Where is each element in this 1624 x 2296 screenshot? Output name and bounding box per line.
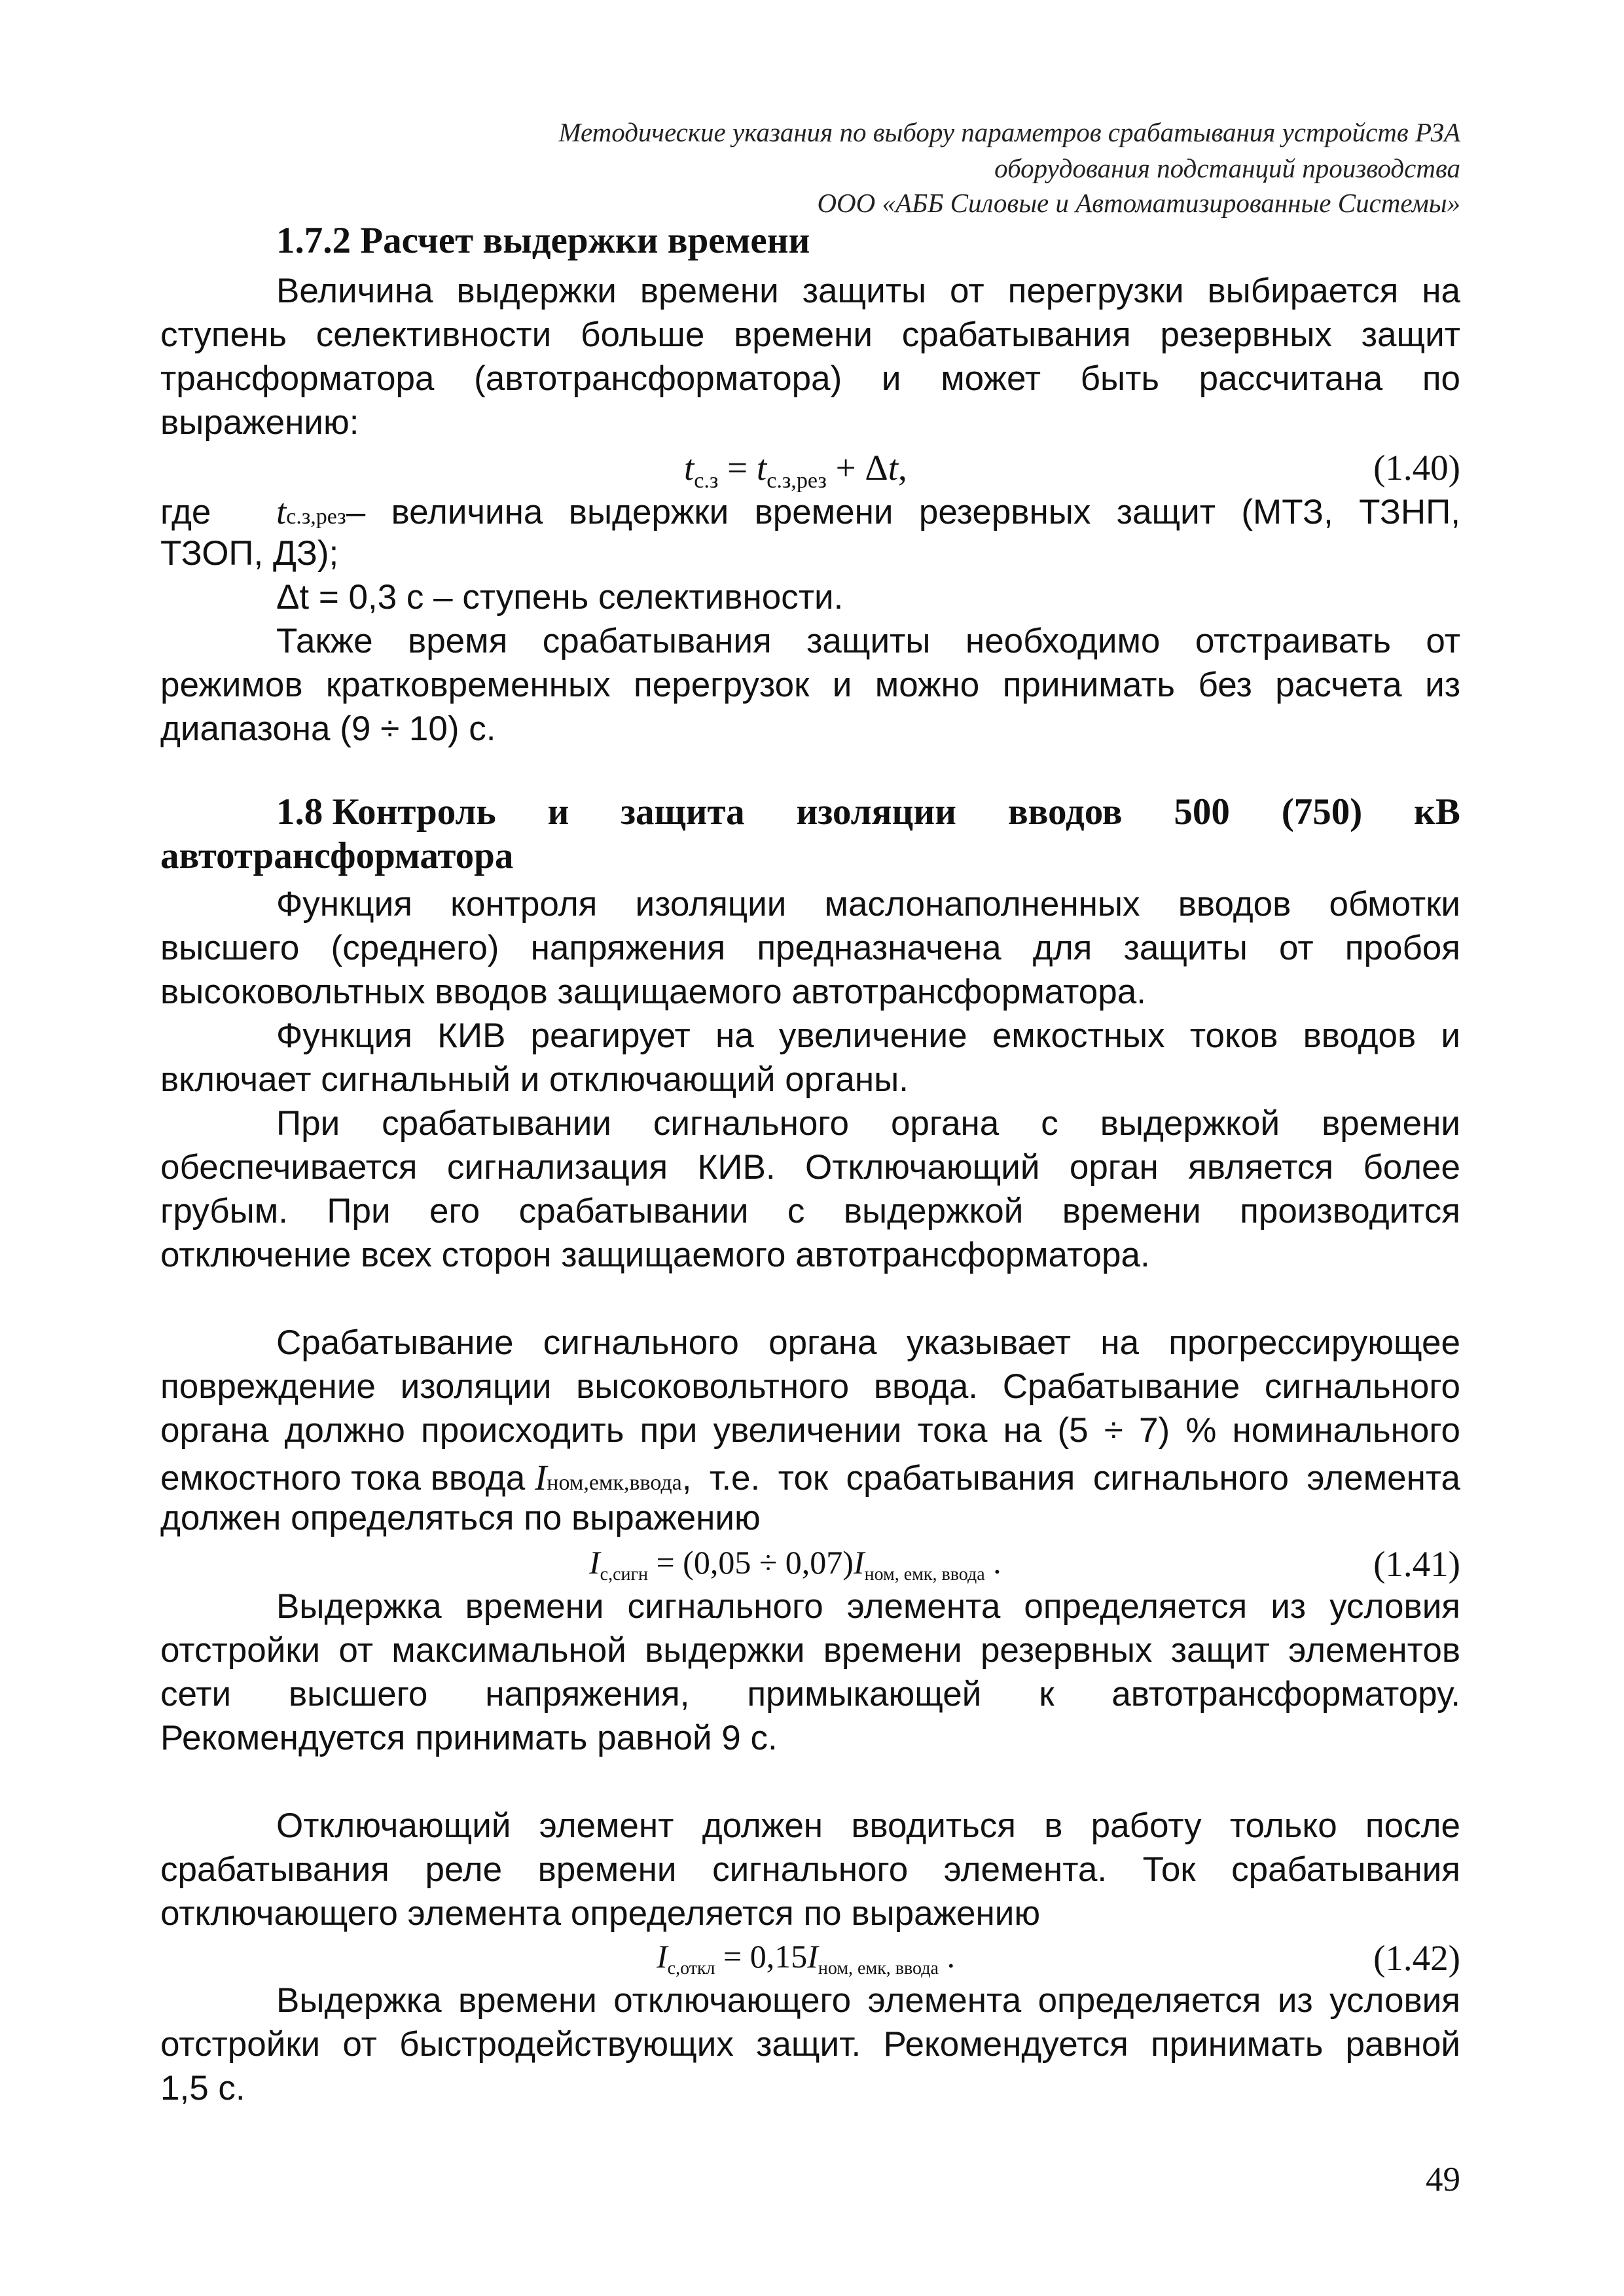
- running-header-line-1: Методические указания по выбору параметров срабатывания устройств РЗА: [558, 117, 1460, 147]
- heading-word: защита: [621, 791, 745, 833]
- formula-subscript: с,откл: [667, 1958, 715, 1979]
- paragraph-line: При срабатывании сигнального органа с выдержкой времени: [276, 1104, 1460, 1143]
- formula-subscript: с,сигн: [600, 1564, 648, 1585]
- text-run: , т.е. ток срабатывания сигнального элемента: [681, 1459, 1460, 1498]
- current-subscript: ном,емк,ввода: [547, 1471, 682, 1495]
- where-symbol: t: [276, 492, 287, 531]
- paragraph-line: отключающего элемента определяется по выражению: [160, 1894, 1041, 1933]
- paragraph-line: срабатывания реле времени сигнального элемента. Ток срабатывания: [160, 1850, 1460, 1889]
- paragraph-line: отключение всех сторон защищаемого автотрансформатора.: [160, 1236, 1150, 1274]
- paragraph-line: Функция контроля изоляции маслонаполненных вводов обмотки: [276, 885, 1460, 924]
- paragraph-line: режимов кратковременных перегрузок и можно принимать без расчета из: [160, 666, 1460, 704]
- current-symbol: I: [534, 1458, 547, 1498]
- paragraph-line: сети высшего напряжения, примыкающей к автотрансформатору.: [160, 1675, 1460, 1713]
- where-definition: [276, 491, 1460, 532]
- heading-word: кВ: [1414, 791, 1460, 833]
- paragraph-line: выражению:: [160, 403, 359, 442]
- section-heading-1-8-cont: автотрансформатора: [160, 835, 514, 876]
- formula-symbol: I: [853, 1544, 865, 1581]
- paragraph-line: ТЗОП, ДЗ);: [160, 534, 339, 573]
- where-label: где: [160, 493, 211, 531]
- text-run: емкостного тока ввода: [160, 1459, 535, 1498]
- formula-1-40: [684, 447, 907, 493]
- paragraph-line: ступень селективности больше времени срабатывания резервных защит: [160, 315, 1460, 354]
- section-heading-1-7-2: 1.7.2 Расчет выдержки времени: [276, 220, 810, 261]
- formula-subscript: с.з: [694, 468, 719, 493]
- heading-word: 500: [1174, 791, 1230, 833]
- paragraph-line: отстройки от быстродействующих защит. Рекомендуется принимать равной: [160, 2025, 1460, 2064]
- paragraph-line: органа должно происходить при увеличении тока на (5 ÷ 7) % номинального: [160, 1411, 1460, 1450]
- equation-number: (1.40): [1373, 448, 1460, 488]
- paragraph-line: Отключающий элемент должен вводиться в работу только после: [276, 1806, 1460, 1845]
- running-header-line-3: ООО «АББ Силовые и Автоматизированные Системы»: [817, 188, 1460, 218]
- delta-line: Δt = 0,3 с – ступень селективности.: [276, 578, 844, 617]
- paragraph-line: повреждение изоляции высоковольтного ввода. Срабатывание сигнального: [160, 1367, 1460, 1406]
- formula-subscript: ном, емк, ввода: [818, 1958, 939, 1979]
- equation-number: (1.41): [1373, 1544, 1460, 1584]
- page-number: 49: [1426, 2161, 1460, 2198]
- formula-symbol: I: [589, 1544, 600, 1581]
- paragraph-line: обеспечивается сигнализация КИВ. Отключающий орган является более: [160, 1148, 1460, 1187]
- heading-word: и: [547, 791, 569, 833]
- paragraph-line: высоковольтных вводов защищаемого автотрансформатора.: [160, 973, 1146, 1011]
- formula-punct: .: [938, 1938, 955, 1975]
- formula-symbol: t: [684, 448, 695, 488]
- formula-subscript: с.з,рез: [767, 468, 827, 493]
- formula-symbol: t: [756, 448, 767, 488]
- paragraph-line-with-symbol: [160, 1457, 1460, 1498]
- heading-word: изоляции: [796, 791, 957, 833]
- formula-1-42: [657, 1937, 955, 1979]
- paragraph-line: 1,5 с.: [160, 2069, 245, 2108]
- formula-punct: .: [984, 1544, 1001, 1581]
- formula-symbol: I: [807, 1938, 818, 1975]
- heading-word: (750): [1281, 791, 1363, 833]
- paragraph-line: Рекомендуется принимать равной 9 с.: [160, 1719, 778, 1757]
- formula-subscript: ном, емк, ввода: [864, 1564, 985, 1585]
- paragraph-line: Также время срабатывания защиты необходимо отстраивать от: [276, 622, 1460, 660]
- paragraph-line: Величина выдержки времени защиты от перегрузки выбирается на: [276, 272, 1460, 310]
- equation-number: (1.42): [1373, 1938, 1460, 1978]
- formula-expression: = (0,05 ÷ 0,07): [647, 1544, 854, 1581]
- paragraph-line: включает сигнальный и отключающий органы.: [160, 1060, 909, 1099]
- where-subscript: с.з,рез: [286, 505, 346, 529]
- paragraph-line: отстройки от максимальной выдержки времени резервных защит элементов: [160, 1631, 1460, 1670]
- paragraph-line: диапазона (9 ÷ 10) с.: [160, 709, 496, 748]
- paragraph-line: трансформатора (автотрансформатора) и может быть рассчитана по: [160, 359, 1460, 398]
- formula-operator: + Δ: [826, 448, 888, 488]
- formula-symbol: I: [657, 1938, 668, 1975]
- heading-word: вводов: [1007, 791, 1123, 833]
- paragraph-line: должен определяться по выражению: [160, 1499, 761, 1537]
- paragraph-line: грубым. При его срабатывании с выдержкой времени производится: [160, 1192, 1460, 1230]
- paragraph-line: Функция КИВ реагирует на увеличение емкостных токов вводов и: [276, 1016, 1460, 1055]
- heading-word: 1.8 Контроль: [276, 791, 496, 833]
- paragraph-line: высшего (среднего) напряжения предназначена для защиты от пробоя: [160, 929, 1460, 967]
- where-text: – величина выдержки времени резервных защит (МТЗ, ТЗНП,: [346, 493, 1460, 531]
- formula-punct: ,: [898, 448, 907, 488]
- formula-1-41: [589, 1543, 1001, 1585]
- formula-expression: = 0,15: [715, 1938, 808, 1975]
- paragraph-line: Срабатывание сигнального органа указывает на прогрессирующее: [276, 1323, 1460, 1362]
- paragraph-line: Выдержка времени сигнального элемента определяется из условия: [276, 1587, 1460, 1626]
- running-header-line-2: оборудования подстанций производства: [994, 153, 1460, 183]
- section-heading-1-8: [276, 791, 1460, 833]
- formula-operator: =: [718, 448, 757, 488]
- paragraph-line: Выдержка времени отключающего элемента определяется из условия: [276, 1981, 1460, 2020]
- formula-symbol: t: [888, 448, 899, 488]
